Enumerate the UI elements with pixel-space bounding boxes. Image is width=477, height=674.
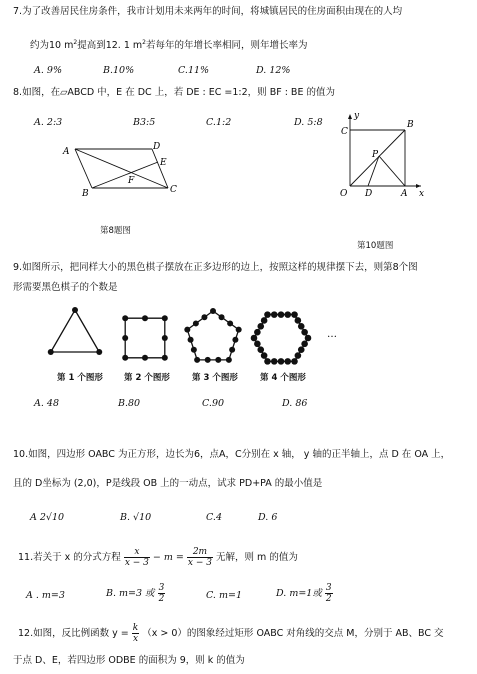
chess-stone	[205, 357, 211, 363]
q10-fig-label-b: B	[407, 120, 414, 130]
q11-stem: 11.若关于 x 的分式方程 $\frac{x}{x - 3}$ − m = $\frac{2m}{x - 3}$ 无解，则 m 的值为	[18, 547, 298, 568]
chess-stone	[122, 335, 128, 341]
q9-ellipsis: …	[327, 329, 337, 340]
q9-option-b[interactable]: B.80	[118, 398, 141, 409]
chess-stone	[236, 327, 242, 333]
q8-fig-label-f: F	[128, 176, 135, 186]
chess-stone	[295, 352, 302, 359]
chess-stone	[301, 329, 308, 336]
chess-stone	[162, 315, 168, 321]
chess-stone	[284, 358, 291, 365]
q8-option-b[interactable]: B3:5	[133, 117, 156, 128]
q8-option-c[interactable]: C.1:2	[206, 117, 232, 128]
chess-stone	[226, 357, 232, 363]
polygon-figure-2	[125, 318, 165, 358]
q9-caption-4: 第 4 个图形	[260, 373, 306, 383]
q9-figure-polygons	[45, 305, 345, 367]
chess-stone	[261, 317, 268, 324]
q9-caption-2: 第 2 个图形	[124, 373, 170, 383]
chess-stone	[229, 347, 235, 353]
q8-fig-label-e: E	[160, 158, 167, 168]
chess-stone	[305, 335, 312, 342]
q11-option-c[interactable]: C. m=1	[206, 590, 242, 601]
chess-stone	[201, 314, 207, 320]
q10-option-a[interactable]: A 2√10	[30, 512, 65, 523]
q10-fig-label-d: D	[365, 189, 373, 199]
chess-stone	[261, 352, 268, 359]
chess-stone	[215, 357, 221, 363]
chess-stone	[257, 323, 264, 330]
q12-stem-line1: 12.如图，反比例函数 y = $\frac{k}{x}$ （x > 0）的图象经过矩形 OABC 对角线的交点 M，分别于 AB、BC 交	[18, 623, 444, 644]
q8-figure-caption: 第8题图	[100, 226, 131, 236]
q8-fig-label-d: D	[153, 142, 161, 152]
q7-stem-line2: 约为10 $m^2$提高到12. 1 $m^2$若每年的年增长率相同，则年增长率为	[30, 39, 308, 52]
chess-stone	[254, 341, 261, 348]
q9-option-a[interactable]: A. 48	[34, 398, 59, 409]
chess-stone	[295, 317, 302, 324]
q7-option-d[interactable]: D. 12%	[256, 65, 291, 76]
q11-option-a[interactable]: A . m=3	[26, 590, 65, 601]
chess-stone	[291, 311, 298, 318]
q8-fig-label-b: B	[82, 189, 89, 199]
chess-stone	[291, 358, 298, 365]
chess-stone	[298, 346, 305, 353]
chess-stone	[271, 358, 278, 365]
chess-stone	[122, 355, 128, 361]
chess-stone	[162, 335, 168, 341]
q7-option-c[interactable]: C.11%	[178, 65, 210, 76]
chess-stone	[298, 323, 305, 330]
q10-fig-label-p: P	[372, 150, 379, 160]
chess-stone	[188, 337, 194, 343]
q9-option-d[interactable]: D. 86	[282, 398, 308, 409]
q7-stem-line1: 7.为了改善居民住房条件，我市计划用未来两年的时间，将城镇居民的住房面积由现在的人均	[13, 6, 403, 17]
chess-stone	[232, 337, 238, 343]
chess-stone	[257, 346, 264, 353]
chess-stone	[193, 320, 199, 326]
chess-stone	[142, 355, 148, 361]
q8-fig-label-c: C	[170, 185, 177, 195]
q10-figure-caption: 第10题图	[357, 241, 394, 251]
q10-fig-label-a: A	[401, 189, 408, 199]
q8-fig-label-a: A	[63, 147, 70, 157]
chess-stone	[72, 307, 78, 313]
q7-option-a[interactable]: A. 9%	[34, 65, 62, 76]
chess-stone	[227, 320, 233, 326]
q10-fig-label-x: x	[419, 189, 425, 199]
chess-stone	[184, 327, 190, 333]
chess-stone	[219, 314, 225, 320]
chess-stone	[284, 311, 291, 318]
chess-stone	[278, 358, 285, 365]
q10-stem-line2: 且的 D坐标为 (2,0)，P是线段 OB 上的一动点，试求 PD+PA 的最小值是	[13, 478, 323, 489]
q10-option-b[interactable]: B. √10	[120, 512, 152, 523]
chess-stone	[271, 311, 278, 318]
q7-option-b[interactable]: B.10%	[103, 65, 135, 76]
q11-option-b[interactable]: B. m=3 或 $\frac{3}{2}$	[106, 583, 165, 604]
q9-stem-line1: 9.如图所示，把同样大小的黑色棋子摆放在正多边形的边上，按照这样的规律摆下去，则第8个图	[13, 262, 418, 273]
chess-stone	[162, 355, 168, 361]
chess-stone	[301, 341, 308, 348]
chess-stone	[264, 311, 271, 318]
q9-stem-line2: 形需要黑色棋子的个数是	[13, 282, 118, 293]
q10-fig-label-o: O	[340, 189, 348, 199]
chess-stone	[48, 349, 54, 355]
q10-figure-square	[335, 110, 445, 200]
q10-option-c[interactable]: C.4	[206, 512, 222, 523]
chess-stone	[122, 315, 128, 321]
q9-caption-3: 第 3 个图形	[192, 373, 238, 383]
chess-stone	[254, 329, 261, 336]
q9-option-c[interactable]: C.90	[202, 398, 225, 409]
q10-stem-line1: 10.如图，四边形 OABC 为正方形，边长为6，点A，C分别在 x 轴， y 轴的正半轴上，点 D 在 OA 上，	[13, 449, 451, 460]
chess-stone	[278, 311, 285, 318]
q8-option-a[interactable]: A. 2:3	[34, 117, 63, 128]
chess-stone	[264, 358, 271, 365]
chess-stone	[142, 315, 148, 321]
q9-caption-1: 第 1 个图形	[57, 373, 103, 383]
chess-stone	[194, 357, 200, 363]
chess-stone	[210, 308, 216, 314]
q12-stem-line2: 于点 D、E，若四边形 ODBE 的面积为 9，则 k 的值为	[13, 655, 245, 666]
q10-fig-label-y: y	[354, 111, 360, 121]
chess-stone	[251, 335, 258, 342]
q8-stem: 8.如图，在▱ABCD 中，E 在 DC 上，若 DE : EC =1:2，则 BF : BE 的值为	[13, 87, 335, 98]
chess-stone	[96, 349, 102, 355]
q8-figure-parallelogram	[60, 140, 190, 200]
q11-option-d[interactable]: D. m=1或 $\frac{3}{2}$	[276, 583, 332, 604]
q8-option-d[interactable]: D. 5:8	[294, 117, 323, 128]
q10-fig-label-c: C	[341, 127, 348, 137]
q10-option-d[interactable]: D. 6	[258, 512, 278, 523]
polygon-figure-1	[51, 310, 99, 352]
chess-stone	[191, 347, 197, 353]
